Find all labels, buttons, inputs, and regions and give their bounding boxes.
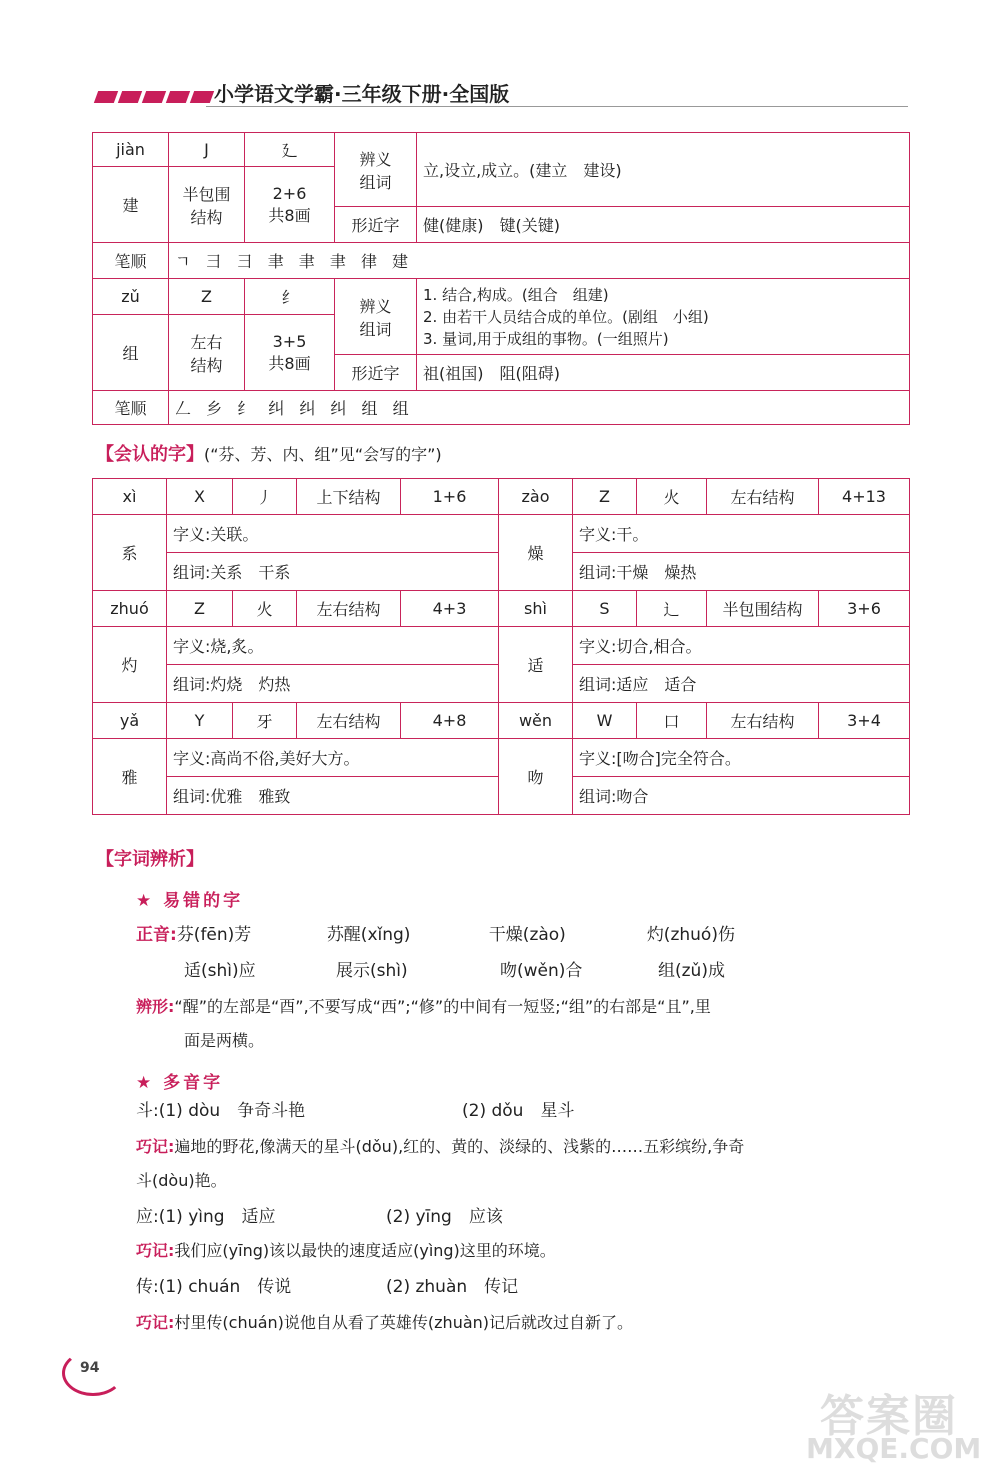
rec-structure: 左右结构	[297, 591, 401, 627]
rec-pinyin: yǎ	[93, 703, 167, 739]
rec-letter: Z	[573, 479, 637, 515]
zhengyin-item: 苏醒(xǐng)	[326, 925, 411, 945]
zhengyin-row-1	[136, 924, 735, 946]
zhengyin-item: 芬(fēn)芳	[176, 925, 252, 945]
ying-tip	[136, 1240, 556, 1262]
tip-text: 遍地的野花,像满天的星斗(dǒu),红的、黄的、淡绿的、浅紫的……五彩缤纷,争奇	[174, 1137, 745, 1156]
rec-letter: Y	[167, 703, 233, 739]
dou-readings	[136, 1100, 574, 1122]
meaning: 1. 结合,构成。(组合 组建) 2. 由若干人员结合成的单位。(剧组 小组) 3. 量词,用于成组的事物。(一组照片)	[417, 279, 910, 355]
reading-1: 应:(1) yìng 适应	[136, 1207, 276, 1227]
rec-character: 灼	[93, 627, 167, 703]
rec-meaning: 字义:[吻合]完全符合。	[573, 739, 910, 777]
rec-meaning: 字义:高尚不俗,美好大方。	[167, 739, 499, 777]
rec-structure: 半包围结构	[707, 591, 819, 627]
rec-pinyin: wěn	[499, 703, 573, 739]
rec-radical: 火	[637, 479, 707, 515]
rec-strokes: 4+8	[401, 703, 499, 739]
rec-pinyin: zhuó	[93, 591, 167, 627]
rec-character: 吻	[499, 739, 573, 815]
letter: J	[169, 133, 245, 167]
similar-label: 形近字	[335, 207, 417, 243]
header-rule	[206, 106, 908, 107]
section-note: (“芬、芳、内、组”见“会写的字”)	[204, 445, 442, 464]
structure: 半包围 结构	[169, 167, 245, 243]
rec-pinyin: xì	[93, 479, 167, 515]
pinyin: jiàn	[93, 133, 169, 167]
reading-2: (2) yīng 应该	[386, 1207, 503, 1227]
zhengyin-item: 适(shì)应	[184, 961, 256, 981]
recognize-section-title	[96, 440, 442, 466]
zhengyin-row-2	[184, 960, 725, 982]
rec-pinyin: shì	[499, 591, 573, 627]
character: 组	[93, 315, 169, 391]
bianxing-line-1	[136, 996, 711, 1018]
similar-label: 形近字	[335, 355, 417, 391]
rec-letter: S	[573, 591, 637, 627]
meaning-label: 辨义 组词	[335, 133, 417, 207]
zhengyin-item: 灼(zhuó)伤	[646, 925, 735, 945]
rec-character: 燥	[499, 515, 573, 591]
rec-strokes: 4+13	[819, 479, 910, 515]
rec-strokes: 3+6	[819, 591, 910, 627]
qiaoji-label: 巧记:	[136, 1241, 175, 1260]
ying-readings	[136, 1206, 503, 1228]
bianxing-text: “醒”的左部是“酉”,不要写成“西”;“修”的中间有一短竖;“组”的右部是“且”,里	[174, 997, 711, 1016]
rec-strokes: 4+3	[401, 591, 499, 627]
watermark-logo: 答案圈	[820, 1391, 958, 1442]
section-label: 【会认的字】	[96, 444, 204, 465]
rec-words: 组词:吻合	[573, 777, 910, 815]
similar: 祖(祖国) 阻(阻碍)	[417, 355, 910, 391]
rec-structure: 左右结构	[297, 703, 401, 739]
pinyin: zǔ	[93, 279, 169, 315]
header-decoration	[96, 88, 216, 107]
radical: 纟	[245, 279, 335, 315]
rec-strokes: 3+4	[819, 703, 910, 739]
zhengyin-label: 正音:	[136, 925, 177, 945]
rec-meaning: 字义:切合,相合。	[573, 627, 910, 665]
rec-structure: 上下结构	[297, 479, 401, 515]
rec-character: 雅	[93, 739, 167, 815]
radical: 廴	[245, 133, 335, 167]
reading-1: 传:(1) chuán 传说	[136, 1277, 292, 1297]
reading-1: 斗:(1) dòu 争奇斗艳	[136, 1101, 306, 1121]
structure: 左右 结构	[169, 315, 245, 391]
tip-text: 村里传(chuán)说他自从看了英雄传(zhuàn)记后就改过自新了。	[174, 1313, 634, 1332]
stroke-order: ㄱ ⺕ ⺕ 聿 聿 聿 律 建	[169, 243, 910, 279]
page-header	[96, 78, 908, 108]
character: 建	[93, 167, 169, 243]
rec-letter: Z	[167, 591, 233, 627]
chuan-tip	[136, 1312, 633, 1334]
rec-meaning: 字义:干。	[573, 515, 910, 553]
dou-tip-2: 斗(dòu)艳。	[136, 1171, 227, 1190]
meaning-label: 辨义 组词	[335, 279, 417, 355]
stroke-order: 𠃋 乡 纟 纠 纠 纠 组 组	[169, 391, 910, 425]
page-number: 94	[80, 1360, 100, 1376]
zhengyin-item: 干燥(zào)	[488, 925, 566, 945]
rec-radical: 火	[233, 591, 297, 627]
strokes: 3+5 共8画	[245, 315, 335, 391]
rec-character: 系	[93, 515, 167, 591]
rec-radical: 牙	[233, 703, 297, 739]
rec-structure: 左右结构	[707, 479, 819, 515]
rec-words: 组词:灼烧 灼热	[167, 665, 499, 703]
watermark-url: MXQE.COM	[806, 1432, 982, 1465]
rec-radical: 丿	[233, 479, 297, 515]
dou-tip-1	[136, 1136, 744, 1158]
write-chars-table	[92, 132, 910, 425]
rec-strokes: 1+6	[401, 479, 499, 515]
rec-words: 组词:适应 适合	[573, 665, 910, 703]
zhengyin-item: 吻(wěn)合	[500, 961, 583, 981]
meaning: 立,设立,成立。(建立 建设)	[417, 133, 910, 207]
rec-words: 组词:优雅 雅致	[167, 777, 499, 815]
rec-radical: 辶	[637, 591, 707, 627]
tip-text: 我们应(yīng)该以最快的速度适应(yìng)这里的环境。	[174, 1241, 556, 1260]
qiaoji-label: 巧记:	[136, 1137, 175, 1156]
strokes: 2+6 共8画	[245, 167, 335, 243]
reading-2: (2) zhuàn 传记	[386, 1277, 519, 1297]
recognize-table	[92, 478, 910, 815]
rec-structure: 左右结构	[707, 703, 819, 739]
qiaoji-label: 巧记:	[136, 1313, 175, 1332]
rec-radical: 口	[637, 703, 707, 739]
letter: Z	[169, 279, 245, 315]
book-title: 小学语文学霸·三年级下册·全国版	[214, 82, 510, 106]
zhengyin-item: 展示(shì)	[336, 961, 408, 981]
rec-meaning: 字义:关联。	[167, 515, 499, 553]
rec-pinyin: zào	[499, 479, 573, 515]
zhengyin-item: 组(zǔ)成	[658, 961, 725, 981]
polyphone-title: ★ 多音字	[136, 1073, 224, 1093]
rec-meaning: 字义:烧,炙。	[167, 627, 499, 665]
order-label: 笔顺	[93, 391, 169, 425]
rec-words: 组词:关系 干系	[167, 553, 499, 591]
similar: 健(健康) 键(关键)	[417, 207, 910, 243]
rec-words: 组词:干燥 燥热	[573, 553, 910, 591]
rec-character: 适	[499, 627, 573, 703]
easy-chars-title: ★ 易错的字	[136, 891, 244, 911]
analysis-title: 【字词辨析】	[96, 849, 204, 870]
order-label: 笔顺	[93, 243, 169, 279]
rec-letter: W	[573, 703, 637, 739]
rec-letter: X	[167, 479, 233, 515]
chuan-readings	[136, 1276, 518, 1298]
bianxing-line-2: 面是两横。	[184, 1031, 265, 1050]
bianxing-label: 辨形:	[136, 997, 175, 1016]
reading-2: (2) dǒu 星斗	[462, 1101, 575, 1121]
